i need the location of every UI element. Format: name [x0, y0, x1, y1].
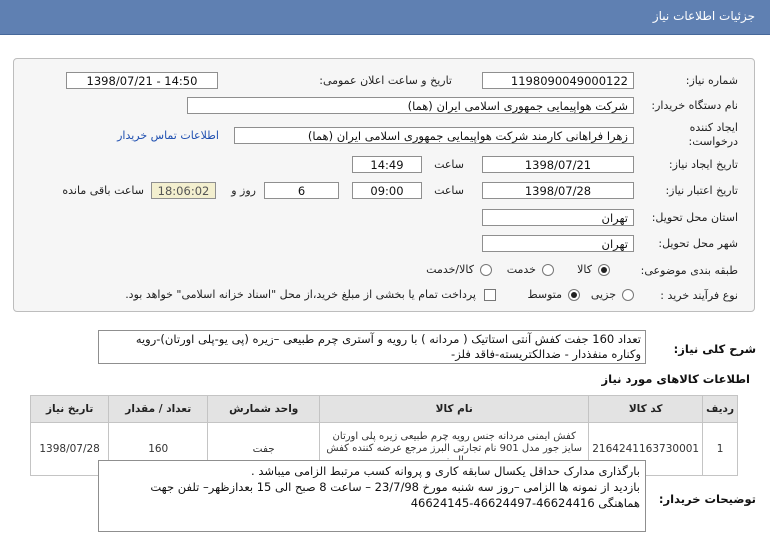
category-radio-service[interactable]	[542, 264, 554, 276]
days-label: روز و	[231, 184, 256, 197]
created-time-label: ساعت	[434, 158, 464, 171]
announce-datetime-field[interactable]: 1398/07/21 - 14:50	[66, 72, 218, 89]
buyer-notes-line-3: هماهنگی 46624416-46624497-46624145	[410, 496, 640, 510]
process-radio-minor[interactable]	[622, 289, 634, 301]
cell-name-line-1: کفش ایمنی مردانه جنس رویه چرم طبیعی زیره پلی اورتان	[332, 431, 576, 442]
col-index: ردیف	[703, 396, 738, 423]
city-label: شهر محل تحویل:	[658, 237, 738, 250]
description-line-2: وکناره منفذدار - ضدالکتریسته-فاقد فلز-	[451, 347, 641, 361]
need-number-field[interactable]: 1198090049000122	[482, 72, 634, 89]
province-label: استان محل تحویل:	[651, 211, 738, 224]
process-radio-medium[interactable]	[568, 289, 580, 301]
remaining-time-label: ساعت باقی مانده	[62, 184, 144, 197]
category-label: طبقه بندی موضوعی:	[640, 264, 738, 277]
buyer-notes-box	[98, 460, 646, 532]
page-title: جزئیات اطلاعات نیاز	[652, 9, 755, 23]
remaining-time-field: 18:06:02	[151, 182, 216, 199]
treasury-payment-text: پرداخت تمام یا بخشی از مبلغ خرید،از محل "اسناد خزانه اسلامی" خواهد بود.	[125, 288, 476, 301]
description-label: شرح کلی نیاز:	[673, 342, 756, 356]
announce-label: تاریخ و ساعت اعلان عمومی:	[319, 74, 452, 87]
creator-field[interactable]: زهرا فراهانی کارمند شرکت هواپیمایی جمهوری اسلامی ایران (هما)	[234, 127, 634, 144]
treasury-payment-checkbox[interactable]	[484, 289, 496, 301]
col-quantity: تعداد / مقدار	[109, 396, 208, 423]
validity-time-label: ساعت	[434, 184, 464, 197]
cell-unit: جفت	[208, 423, 320, 476]
process-option-minor: جزیی	[590, 288, 616, 301]
need-number-label: شماره نیاز:	[685, 74, 738, 87]
buyer-field[interactable]: شرکت هواپیمایی جمهوری اسلامی ایران (هما)	[187, 97, 634, 114]
cell-quantity: 160	[109, 423, 208, 476]
city-field[interactable]: تهران	[482, 235, 634, 252]
col-date: تاریخ نیاز	[31, 396, 109, 423]
description-line-1: تعداد 160 جفت کفش آنتی استاتیک ( مردانه ) با رویه و آستری چرم طبیعی –زیره (پی یو-پلی اورتان)-رویه	[135, 332, 641, 346]
category-radio-goods-service[interactable]	[480, 264, 492, 276]
page-header	[0, 0, 770, 35]
cell-name-line-2: سایز جور مدل 901 نام تجارتی البرز مرجع عرضه کننده کفش	[326, 443, 583, 454]
cell-code: 2164241163730001	[589, 423, 703, 476]
cell-date: 1398/07/28	[31, 423, 109, 476]
creator-label-line2: درخواست:	[688, 135, 738, 148]
validity-time-field[interactable]: 09:00	[352, 182, 422, 199]
col-name: نام کالا	[320, 396, 589, 423]
col-unit: واحد شمارش	[208, 396, 320, 423]
cell-index: 1	[703, 423, 738, 476]
province-field[interactable]: تهران	[482, 209, 634, 226]
process-option-medium: متوسط	[527, 288, 562, 301]
created-date-field[interactable]: 1398/07/21	[482, 156, 634, 173]
category-option-goods-service: کالا/خدمت	[426, 263, 474, 276]
goods-table-header	[31, 396, 738, 423]
validity-date-field[interactable]: 1398/07/28	[482, 182, 634, 199]
description-box	[98, 330, 646, 364]
buyer-label: نام دستگاه خریدار:	[651, 99, 738, 112]
goods-section-title: اطلاعات کالاهای مورد نیاز	[601, 372, 750, 386]
need-info-panel	[13, 58, 755, 312]
category-option-service: خدمت	[506, 263, 536, 276]
buyer-notes-line-2: بازدید از نمونه ها الزامی –روز سه شنبه مورخ 23/7/98 – ساعت 8 صبح الی 15 بعدازظهر– تلفن جهت	[150, 480, 640, 494]
buyer-contact-link[interactable]: اطلاعات تماس خریدار	[117, 129, 219, 142]
remaining-days-field[interactable]: 6	[264, 182, 339, 199]
created-date-label: تاریخ ایجاد نیاز:	[668, 158, 738, 171]
validity-label: تاریخ اعتبار نیاز:	[665, 184, 738, 197]
category-radio-goods[interactable]	[598, 264, 610, 276]
buyer-notes-label: توضیحات خریدار:	[658, 492, 756, 506]
category-option-goods: کالا	[577, 263, 592, 276]
created-time-field[interactable]: 14:49	[352, 156, 422, 173]
process-label: نوع فرآیند خرید :	[660, 289, 738, 302]
col-code: کد کالا	[589, 396, 703, 423]
buyer-notes-line-1: بارگذاری مدارک حداقل یکسال سابقه کاری و پروانه کسب مرتبط الزامی میباشد .	[251, 464, 640, 478]
creator-label-line1: ایجاد کننده	[689, 121, 738, 134]
